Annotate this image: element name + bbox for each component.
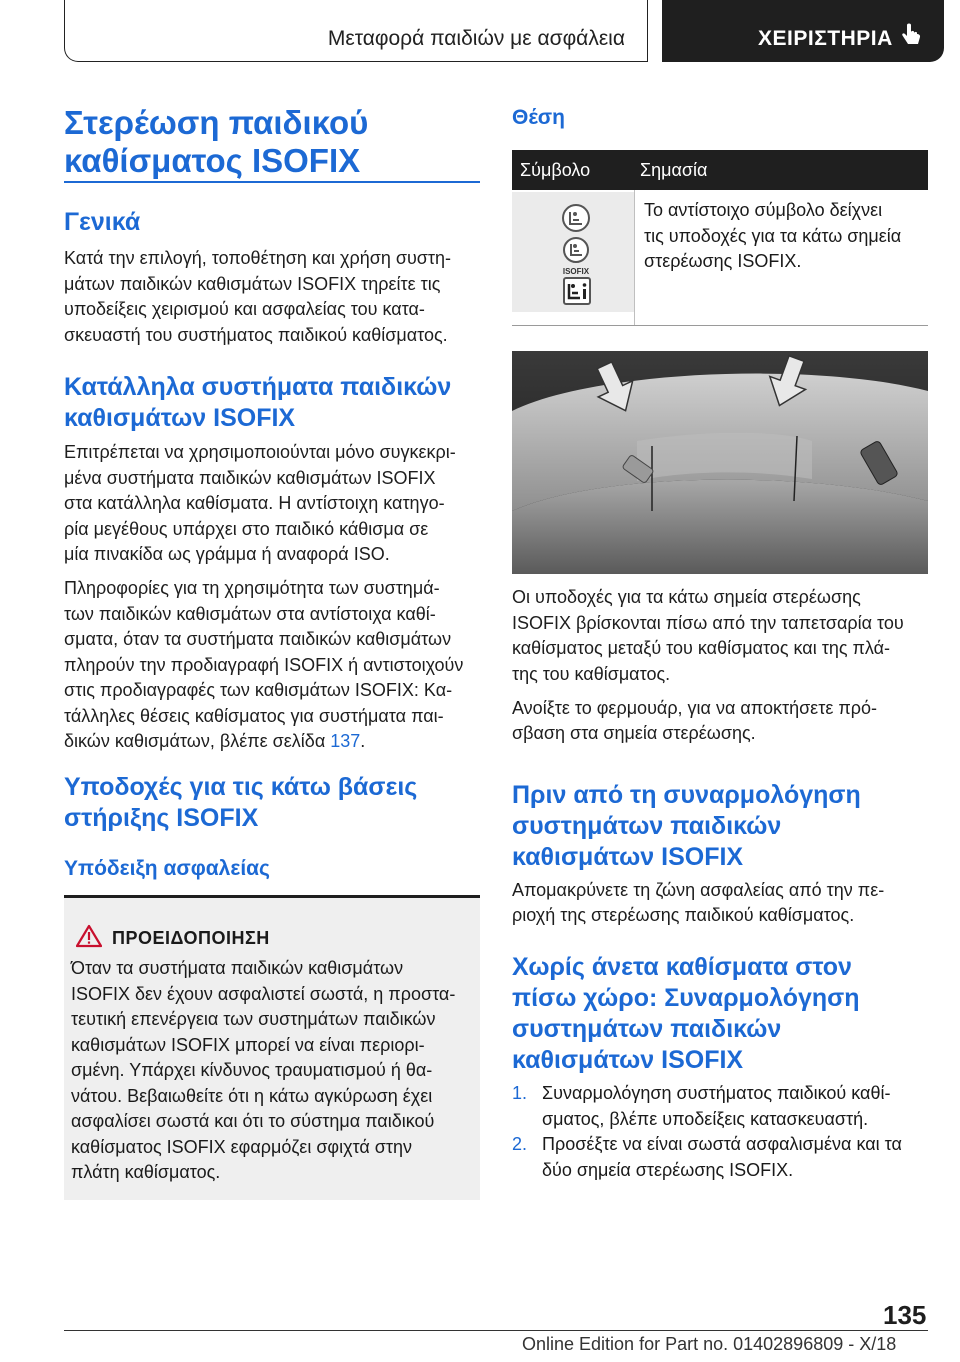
info-line-7 bbox=[64, 729, 365, 755]
suitable-heading-line1: Κατάλληλα συστήματα παιδικών bbox=[64, 373, 452, 401]
table-header bbox=[512, 150, 928, 190]
mounts-heading-line1: Υποδοχές για τις κάτω βάσεις bbox=[64, 773, 418, 801]
isofix-label: ISOFIX bbox=[562, 267, 590, 276]
child-seat-info-icon bbox=[564, 278, 590, 304]
info-line-2: των παιδικών καθισμάτων στα αντίστοιχα καθί‐ bbox=[64, 604, 436, 624]
info-last-suffix: . bbox=[360, 731, 366, 751]
step-2-line-2: δύο σημεία στερέωσης ISOFIX. bbox=[542, 1159, 794, 1180]
warning-line-3: τευτική επενέργεια των συστημάτων παιδικών bbox=[71, 1009, 436, 1029]
caption-line-4: της του καθίσματος. bbox=[512, 664, 671, 684]
table-bottom-rule bbox=[512, 325, 928, 326]
before-heading-line1: Πριν από τη συναρμολόγηση bbox=[512, 781, 861, 809]
zip-line-2: σβαση στα σημεία στερέωσης. bbox=[512, 723, 756, 743]
info-line-6: τάλληλες θέσεις καθίσματος για συστήματα παι‐ bbox=[64, 706, 444, 726]
meaning-cell bbox=[644, 198, 926, 275]
step-1-line-2: σματος, βλέπε υποδείξεις κατασκευαστή. bbox=[542, 1108, 869, 1129]
step-2-line-1: Προσέξτε να είναι σωστά ασφαλισμένα και τα bbox=[542, 1134, 902, 1154]
isofix-symbols-cell bbox=[512, 192, 634, 312]
warning-line-8: καθίσματος ISOFIX εφαρμόζει σφιχτά στην bbox=[71, 1136, 413, 1157]
footer-edition: Online Edition for Part no. 01402896809 - X/18 bbox=[522, 1334, 897, 1354]
suitable-line-1: Επιτρέπεται να χρησιμοποιούνται μόνο συγκεκρι‐ bbox=[64, 442, 456, 462]
suitable-line-4: ρία μεγέθους υπάρχει στο παιδικό κάθισμα σε bbox=[64, 519, 429, 539]
suitable-heading-line2: καθισμάτων ISOFIX bbox=[64, 404, 296, 432]
step-1-line-1: Συναρμολόγηση συστήματος παιδικού καθί‐ bbox=[542, 1083, 891, 1103]
mounts-heading-line2: στήριξης ISOFIX bbox=[64, 804, 259, 832]
general-line-4: σκευαστή του συστήματος παιδικού καθίσματος. bbox=[64, 325, 448, 345]
meaning-line-2: τις υποδοχές για τα κάτω σημεία bbox=[644, 225, 902, 246]
caption-line-2: ISOFIX βρίσκονται πίσω από την ταπετσαρία του bbox=[512, 613, 904, 633]
no-headrest-heading-line1: Χωρίς άνετα καθίσματα στον bbox=[512, 953, 852, 981]
caption-line-3: καθίσματος μεταξύ του καθίσματος και της πλά‐ bbox=[512, 638, 891, 658]
caption-line-1: Οι υποδοχές για τα κάτω σημεία στερέωσης bbox=[512, 587, 861, 607]
warning-text bbox=[71, 956, 475, 1186]
suitable-line-3: στα κατάλληλα καθίσματα. Η αντίστοιχη κατηγο‐ bbox=[64, 493, 445, 513]
section-title: Μεταφορά παιδιών με ασφάλεια bbox=[327, 27, 625, 50]
warning-line-1: Όταν τα συστήματα παιδικών καθισμάτων bbox=[71, 958, 404, 978]
info-line-3: σματα, όταν τα συστήματα παιδικών καθισμάτων bbox=[64, 629, 452, 649]
hand-pointer-icon bbox=[898, 22, 924, 48]
step-text bbox=[542, 1132, 928, 1183]
isofix-circle-icon bbox=[563, 238, 590, 276]
meaning-line-1: Το αντίστοιχο σύμβολο δείχνει bbox=[644, 200, 883, 220]
general-heading: Γενικά bbox=[64, 208, 141, 236]
suitable-line-5: μία πινακίδα ως γράμμα ή αναφορά ISO. bbox=[64, 544, 390, 564]
no-headrest-heading-line2: πίσω χώρο: Συναρμολόγηση bbox=[512, 984, 860, 1012]
suitable-line-2: μένα συστήματα παιδικών καθισμάτων ISOFIX bbox=[64, 468, 436, 488]
child-seat-circle-icon bbox=[563, 205, 589, 231]
page-title-line1: Στερέωση παιδικού bbox=[64, 104, 369, 141]
page-number: 135 bbox=[883, 1300, 927, 1330]
before-line-2: ριοχή της στερέωσης παιδικού καθίσματος. bbox=[512, 905, 855, 925]
col-meaning-header: Σημασία bbox=[640, 160, 708, 180]
warning-line-6: νάτου. Βεβαιωθείτε ότι η κάτω αγκύρωση έχει bbox=[71, 1085, 433, 1106]
title-underline bbox=[64, 181, 480, 183]
general-line-3: υποδείξεις χειρισμού και ασφαλείας του κατα‐ bbox=[64, 299, 425, 319]
info-last-prefix: δικών καθισμάτων, βλέπε σελίδα bbox=[64, 731, 331, 751]
warning-box bbox=[64, 895, 480, 1200]
warning-line-5: σμένη. Υπάρχει κίνδυνος τραυματισμού ή θα‐ bbox=[71, 1060, 433, 1080]
step-text bbox=[542, 1081, 928, 1132]
page-link-137[interactable]: 137 bbox=[330, 731, 361, 751]
before-heading-line2: συστημάτων παιδικών bbox=[512, 812, 782, 840]
list-item bbox=[512, 1081, 928, 1133]
zip-line-1: Ανοίξτε το φερμουάρ, για να αποκτήσετε πρό‐ bbox=[512, 698, 878, 718]
safety-heading: Υπόδειξη ασφαλείας bbox=[64, 857, 270, 880]
position-heading: Θέση bbox=[512, 106, 566, 129]
list-item bbox=[512, 1132, 928, 1184]
page-title-line2: καθίσματος ISOFIX bbox=[64, 142, 361, 179]
no-headrest-heading-line4: καθισμάτων ISOFIX bbox=[512, 1046, 744, 1074]
step-number: 1. bbox=[512, 1083, 528, 1103]
step-number: 2. bbox=[512, 1134, 528, 1154]
seat-isofix-photo bbox=[512, 351, 928, 574]
before-line-1: Απομακρύνετε τη ζώνη ασφαλείας από την πε‐ bbox=[512, 880, 885, 900]
col-symbol-header: Σύμβολο bbox=[520, 160, 591, 180]
no-headrest-heading-line3: συστημάτων παιδικών bbox=[512, 1015, 782, 1043]
header-section-box bbox=[64, 0, 648, 62]
warning-triangle-icon bbox=[76, 924, 102, 948]
footer-rule bbox=[64, 1330, 928, 1331]
before-heading-line3: καθισμάτων ISOFIX bbox=[512, 843, 744, 871]
info-line-5: στις προδιαγραφές των καθισμάτων ISOFIX: Κα‐ bbox=[64, 680, 453, 700]
chapter-label: ΧΕΙΡΙΣΤΗΡΙΑ bbox=[758, 27, 893, 50]
warning-title: ΠΡΟΕΙΔΟΠΟΙΗΣΗ bbox=[112, 928, 270, 948]
isofix-symbols bbox=[512, 192, 634, 312]
general-line-1: Κατά την επιλογή, τοποθέτηση και χρήση συστη‐ bbox=[64, 248, 452, 268]
general-line-2: μάτων παιδικών καθισμάτων ISOFIX τηρείτε τις bbox=[64, 274, 441, 294]
info-line-4: πληρούν την προδιαγραφή ISOFIX ή αντιστοιχούν bbox=[64, 655, 464, 675]
warning-line-2: ISOFIX δεν έχουν ασφαλιστεί σωστά, η προστα‐ bbox=[71, 983, 456, 1004]
table-divider bbox=[634, 190, 635, 325]
meaning-line-3: στερέωσης ISOFIX. bbox=[644, 251, 802, 271]
warning-line-7: ασφαλίσει σωστά και ότι το σύστημα παιδικού bbox=[71, 1111, 435, 1131]
warning-line-9: πλάτη καθίσματος. bbox=[71, 1162, 221, 1182]
warning-line-4: καθισμάτων ISOFIX μπορεί να είναι περιορι‐ bbox=[71, 1034, 425, 1055]
header-chapter-tab[interactable] bbox=[662, 0, 944, 62]
info-line-1: Πληροφορίες για τη χρησιμότητα των συστημά‐ bbox=[64, 578, 440, 598]
